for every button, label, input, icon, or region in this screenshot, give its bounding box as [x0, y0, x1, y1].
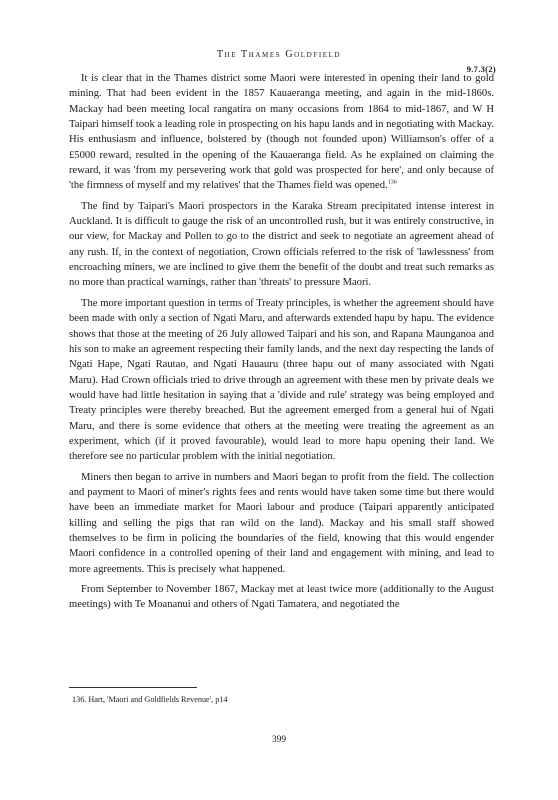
body-text	[69, 71, 494, 618]
footnote-reference: 136	[387, 179, 397, 186]
page-number: 399	[271, 735, 287, 745]
paragraph	[69, 71, 494, 194]
section-number: 9.7.3(2)	[466, 64, 496, 74]
footnote: 136. Hart, 'Maori and Goldfields Revenue', p14	[72, 695, 228, 704]
paragraph: Miners then began to arrive in numbers and Maori began to profit from the field. The collection and payment to Maori of miner's rights fees and rents would have taken some time but there would have been an immediate market for Maori labour and produce (Taipari apparently anticipated killing and selling the pigs that ran wild on the land). Mackay and his small staff showed themselves to be firm in policing the boundaries of the field, knowing that this would engender Maori confidence in a controlled opening of their land and engagement with mining, and lead to more agreements. This is precisely what happened.	[69, 471, 494, 575]
running-head: The Thames Goldfield	[216, 49, 342, 60]
paragraph-text: It is clear that in the Thames district some Maori were interested in opening their land to gold mining. That had been evident in the 1857 Kauaeranga meeting, and again in the mid-1860s. Mackay had been meeting local rangatira on many occasions from 1864 to mid-1867, and W H Taipari himself took a leading role in prospecting on his hapu lands and in negotiating with Mackay. His enthusiasm and influence, bolstered by (though not founded upon) Williamson's offer of a £5000 reward, resulted in the opening of the Kauaeranga field. As he explained on claiming the reward, it was 'from my persevering work that gold was prospected for here', and only because of 'the firmness of myself and my relatives' that the Thames field was opened.	[69, 73, 494, 192]
paragraph: The more important question in terms of Treaty principles, is whether the agreement should have been made with only a section of Ngati Maru, and afterwards extended hapu by hapu. The evidence shows that those at the meeting of 26 July allowed Taipari and his son, and Rapana Maunganoa and his son to make an agreement respecting their family lands, and the next day respecting the lands of Ngati Hape, Ngati Rautao, and Ngati Hauauru (three hapu out of many associated with Ngati Maru). Had Crown officials tried to drive through an agreement with these men by private deals we would have had little hesitation in saying that a 'divide and rule' strategy was being employed and Treaty principles were thereby breached. But the agreement emerged from a general hui of Ngati Maru, and there is some evidence that others at the meeting were treating the agreement as an experiment, which (if it proved favourable), would lead to more hapu opening their land. We therefore see no particular problem with the initial negotiation.	[69, 297, 494, 463]
paragraph: The find by Taipari's Maori prospectors in the Karaka Stream precipitated intense interest in Auckland. It is difficult to gauge the risk of an uncontrolled rush, but it was entirely constructive, in our view, for Mackay and Pollen to go to the district and seek to negotiate an agreement ahead of any rush. If, in the context of negotiation, Crown officials referred to the risk of 'lawlessness' from encroaching miners, we are inclined to give them the benefit of the doubt and treat such remarks as no more than practical warnings, rather than 'threats' to pressure Maori.	[69, 200, 494, 289]
paragraph: From September to November 1867, Mackay met at least twice more (additionally to the August meetings) with Te Moananui and others of Ngati Tamatera, and negotiated the	[69, 584, 494, 611]
footnote-divider	[69, 687, 197, 688]
